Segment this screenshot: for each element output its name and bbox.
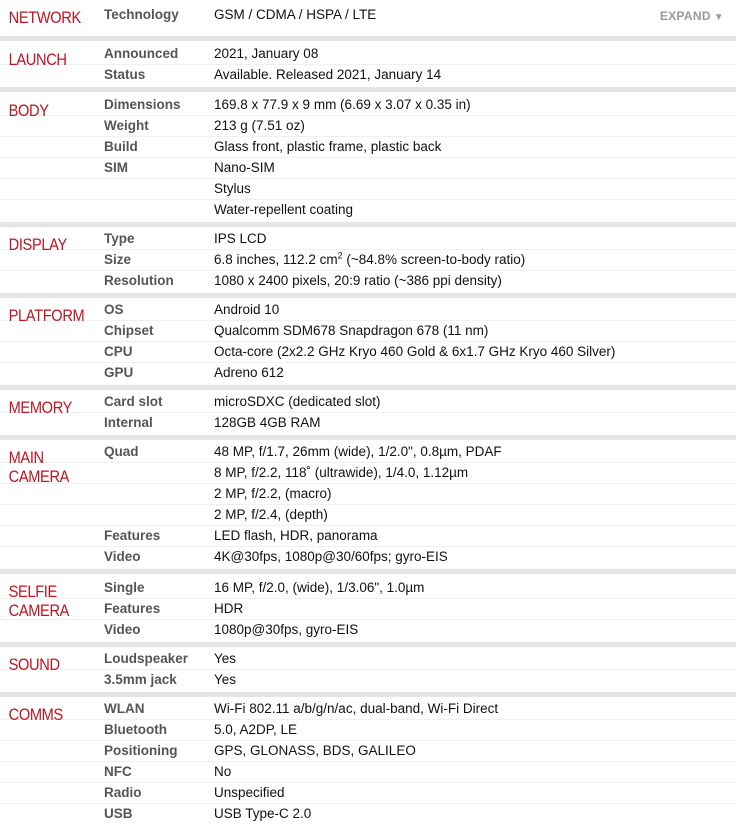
spec-row xyxy=(0,547,736,567)
category-line[interactable]: SELFIE xyxy=(8,582,57,601)
spec-row xyxy=(0,65,736,85)
spec-value: USB Type-C 2.0 xyxy=(214,806,312,821)
spec-label: Card slot xyxy=(104,394,163,409)
spec-label: Chipset xyxy=(104,323,154,338)
section-comms xyxy=(0,697,736,824)
spec-value: microSDXC (dedicated slot) xyxy=(214,394,381,409)
spec-row xyxy=(0,300,736,321)
spec-label: NFC xyxy=(104,764,132,779)
spec-label: Video xyxy=(104,622,141,637)
chevron-down-icon[interactable]: ▼ xyxy=(713,12,724,23)
spec-value: 1080p@30fps, gyro-EIS xyxy=(214,622,359,637)
category-sound[interactable]: SOUND xyxy=(8,655,60,674)
section-body xyxy=(0,92,736,227)
spec-row xyxy=(0,670,736,690)
spec-row xyxy=(0,599,736,620)
size-superscript: 2 xyxy=(337,250,343,261)
spec-label: 3.5mm jack xyxy=(104,672,177,687)
spec-label: OS xyxy=(104,302,124,317)
spec-label: WLAN xyxy=(104,701,145,716)
spec-value: Water-repellent coating xyxy=(214,202,354,217)
spec-value: 16 MP, f/2.0, (wide), 1/3.06", 1.0µm xyxy=(214,580,425,595)
category-line[interactable]: MAIN xyxy=(8,448,44,467)
spec-value: Unspecified xyxy=(214,785,285,800)
spec-row xyxy=(0,342,736,363)
spec-label: Radio xyxy=(104,785,142,800)
spec-label xyxy=(104,200,214,220)
section-display xyxy=(0,227,736,298)
spec-value: Nano-SIM xyxy=(214,160,275,175)
spec-value: 2 MP, f/2.2, (macro) xyxy=(214,486,332,501)
spec-row xyxy=(0,505,736,526)
spec-value xyxy=(214,250,736,270)
section-selfie-camera xyxy=(0,574,736,647)
spec-row xyxy=(0,762,736,783)
spec-label: Features xyxy=(104,528,161,543)
spec-value: LED flash, HDR, panorama xyxy=(214,528,378,543)
spec-value: Adreno 612 xyxy=(214,365,284,380)
spec-row xyxy=(0,200,736,220)
category-main-camera[interactable] xyxy=(0,445,88,486)
spec-label: Features xyxy=(104,601,161,616)
spec-value: HDR xyxy=(214,601,244,616)
section-network xyxy=(0,0,736,41)
expand-button[interactable] xyxy=(660,9,724,23)
spec-value: Octa-core (2x2.2 GHz Kryo 460 Gold & 6x1.7 GHz Kryo 460 Silver) xyxy=(214,344,616,359)
spec-value: 48 MP, f/1.7, 26mm (wide), 1/2.0", 0.8µm, PDAF xyxy=(214,444,502,459)
section-launch xyxy=(0,41,736,92)
section-memory xyxy=(0,390,736,440)
spec-label: Status xyxy=(104,67,146,82)
spec-value: 4K@30fps, 1080p@30/60fps; gyro-EIS xyxy=(214,549,448,564)
spec-label: Size xyxy=(104,252,132,267)
spec-row xyxy=(0,250,736,271)
category-line[interactable]: CAMERA xyxy=(8,467,70,486)
spec-row xyxy=(0,229,736,250)
spec-row xyxy=(0,442,736,463)
spec-value: 2 MP, f/2.4, (depth) xyxy=(214,507,328,522)
spec-row xyxy=(0,463,736,484)
spec-row xyxy=(0,720,736,741)
spec-label xyxy=(104,463,214,483)
spec-label: USB xyxy=(104,806,133,821)
spec-value: 1080 x 2400 pixels, 20:9 ratio (~386 ppi density) xyxy=(214,273,502,288)
spec-label: Loudspeaker xyxy=(104,651,189,666)
category-platform[interactable]: PLATFORM xyxy=(8,306,85,325)
spec-label: Build xyxy=(104,139,138,154)
category-body[interactable]: BODY xyxy=(8,101,49,120)
spec-row xyxy=(0,95,736,116)
spec-label: Internal xyxy=(104,415,153,430)
spec-row xyxy=(0,484,736,505)
spec-row xyxy=(0,741,736,762)
size-ratio: (~84.8% screen-to-body ratio) xyxy=(342,252,526,267)
spec-row xyxy=(0,44,736,65)
spec-label: Single xyxy=(104,580,145,595)
spec-label: Bluetooth xyxy=(104,722,167,737)
category-line[interactable]: CAMERA xyxy=(8,601,70,620)
section-main-camera xyxy=(0,440,736,574)
category-launch[interactable]: LAUNCH xyxy=(8,50,67,69)
spec-row xyxy=(0,413,736,433)
section-sound xyxy=(0,647,736,697)
spec-value: IPS LCD xyxy=(214,231,267,246)
spec-value: Available. Released 2021, January 14 xyxy=(214,67,442,82)
spec-row xyxy=(0,392,736,413)
spec-row xyxy=(0,321,736,342)
spec-value: 8 MP, f/2.2, 118˚ (ultrawide), 1/4.0, 1.12µm xyxy=(214,465,469,480)
spec-value: Wi-Fi 802.11 a/b/g/n/ac, dual-band, Wi-Fi Direct xyxy=(214,701,499,716)
size-text: 6.8 inches, 112.2 cm xyxy=(214,252,338,267)
category-network[interactable]: NETWORK xyxy=(8,8,81,27)
spec-label: GPU xyxy=(104,365,134,380)
spec-label: Dimensions xyxy=(104,97,181,112)
spec-label xyxy=(104,179,214,199)
spec-value: Stylus xyxy=(214,181,251,196)
spec-row xyxy=(0,649,736,670)
spec-row xyxy=(0,363,736,383)
spec-value: 213 g (7.51 oz) xyxy=(214,118,305,133)
spec-label: Video xyxy=(104,549,141,564)
spec-row xyxy=(0,179,736,200)
spec-label: Resolution xyxy=(104,273,174,288)
spec-value: 128GB 4GB RAM xyxy=(214,415,321,430)
spec-value: 2021, January 08 xyxy=(214,46,319,61)
spec-row xyxy=(0,699,736,720)
spec-row xyxy=(0,526,736,547)
spec-row xyxy=(0,804,736,824)
spec-label xyxy=(104,484,214,504)
category-selfie-camera[interactable] xyxy=(0,579,88,620)
spec-row xyxy=(0,271,736,291)
spec-value: GSM / CDMA / HSPA / LTE xyxy=(214,7,377,22)
spec-label: SIM xyxy=(104,160,129,175)
spec-label: CPU xyxy=(104,344,133,359)
spec-value: Android 10 xyxy=(214,302,280,317)
spec-value: Yes xyxy=(214,672,237,687)
spec-value: 5.0, A2DP, LE xyxy=(214,722,298,737)
spec-label xyxy=(104,505,214,525)
section-platform xyxy=(0,298,736,390)
spec-label: Technology xyxy=(104,7,179,22)
spec-row xyxy=(0,578,736,599)
expand-label[interactable]: EXPAND xyxy=(659,9,711,23)
spec-value: GPS, GLONASS, BDS, GALILEO xyxy=(214,743,416,758)
spec-label: Announced xyxy=(104,46,179,61)
spec-row xyxy=(0,137,736,158)
spec-value: Yes xyxy=(214,651,237,666)
spec-row xyxy=(0,158,736,179)
category-comms[interactable]: COMMS xyxy=(8,705,63,724)
spec-row xyxy=(0,116,736,137)
spec-label: Type xyxy=(104,231,135,246)
spec-value: 169.8 x 77.9 x 9 mm (6.69 x 3.07 x 0.35 in) xyxy=(214,97,471,112)
category-display[interactable]: DISPLAY xyxy=(8,235,67,254)
spec-value: Qualcomm SDM678 Snapdragon 678 (11 nm) xyxy=(214,323,489,338)
spec-label: Quad xyxy=(104,444,139,459)
spec-label: Weight xyxy=(104,118,149,133)
spec-row xyxy=(0,620,736,640)
category-memory[interactable]: MEMORY xyxy=(8,398,73,417)
spec-value: Glass front, plastic frame, plastic back xyxy=(214,139,442,154)
spec-value: No xyxy=(214,764,232,779)
spec-label: Positioning xyxy=(104,743,178,758)
spec-row xyxy=(0,783,736,804)
